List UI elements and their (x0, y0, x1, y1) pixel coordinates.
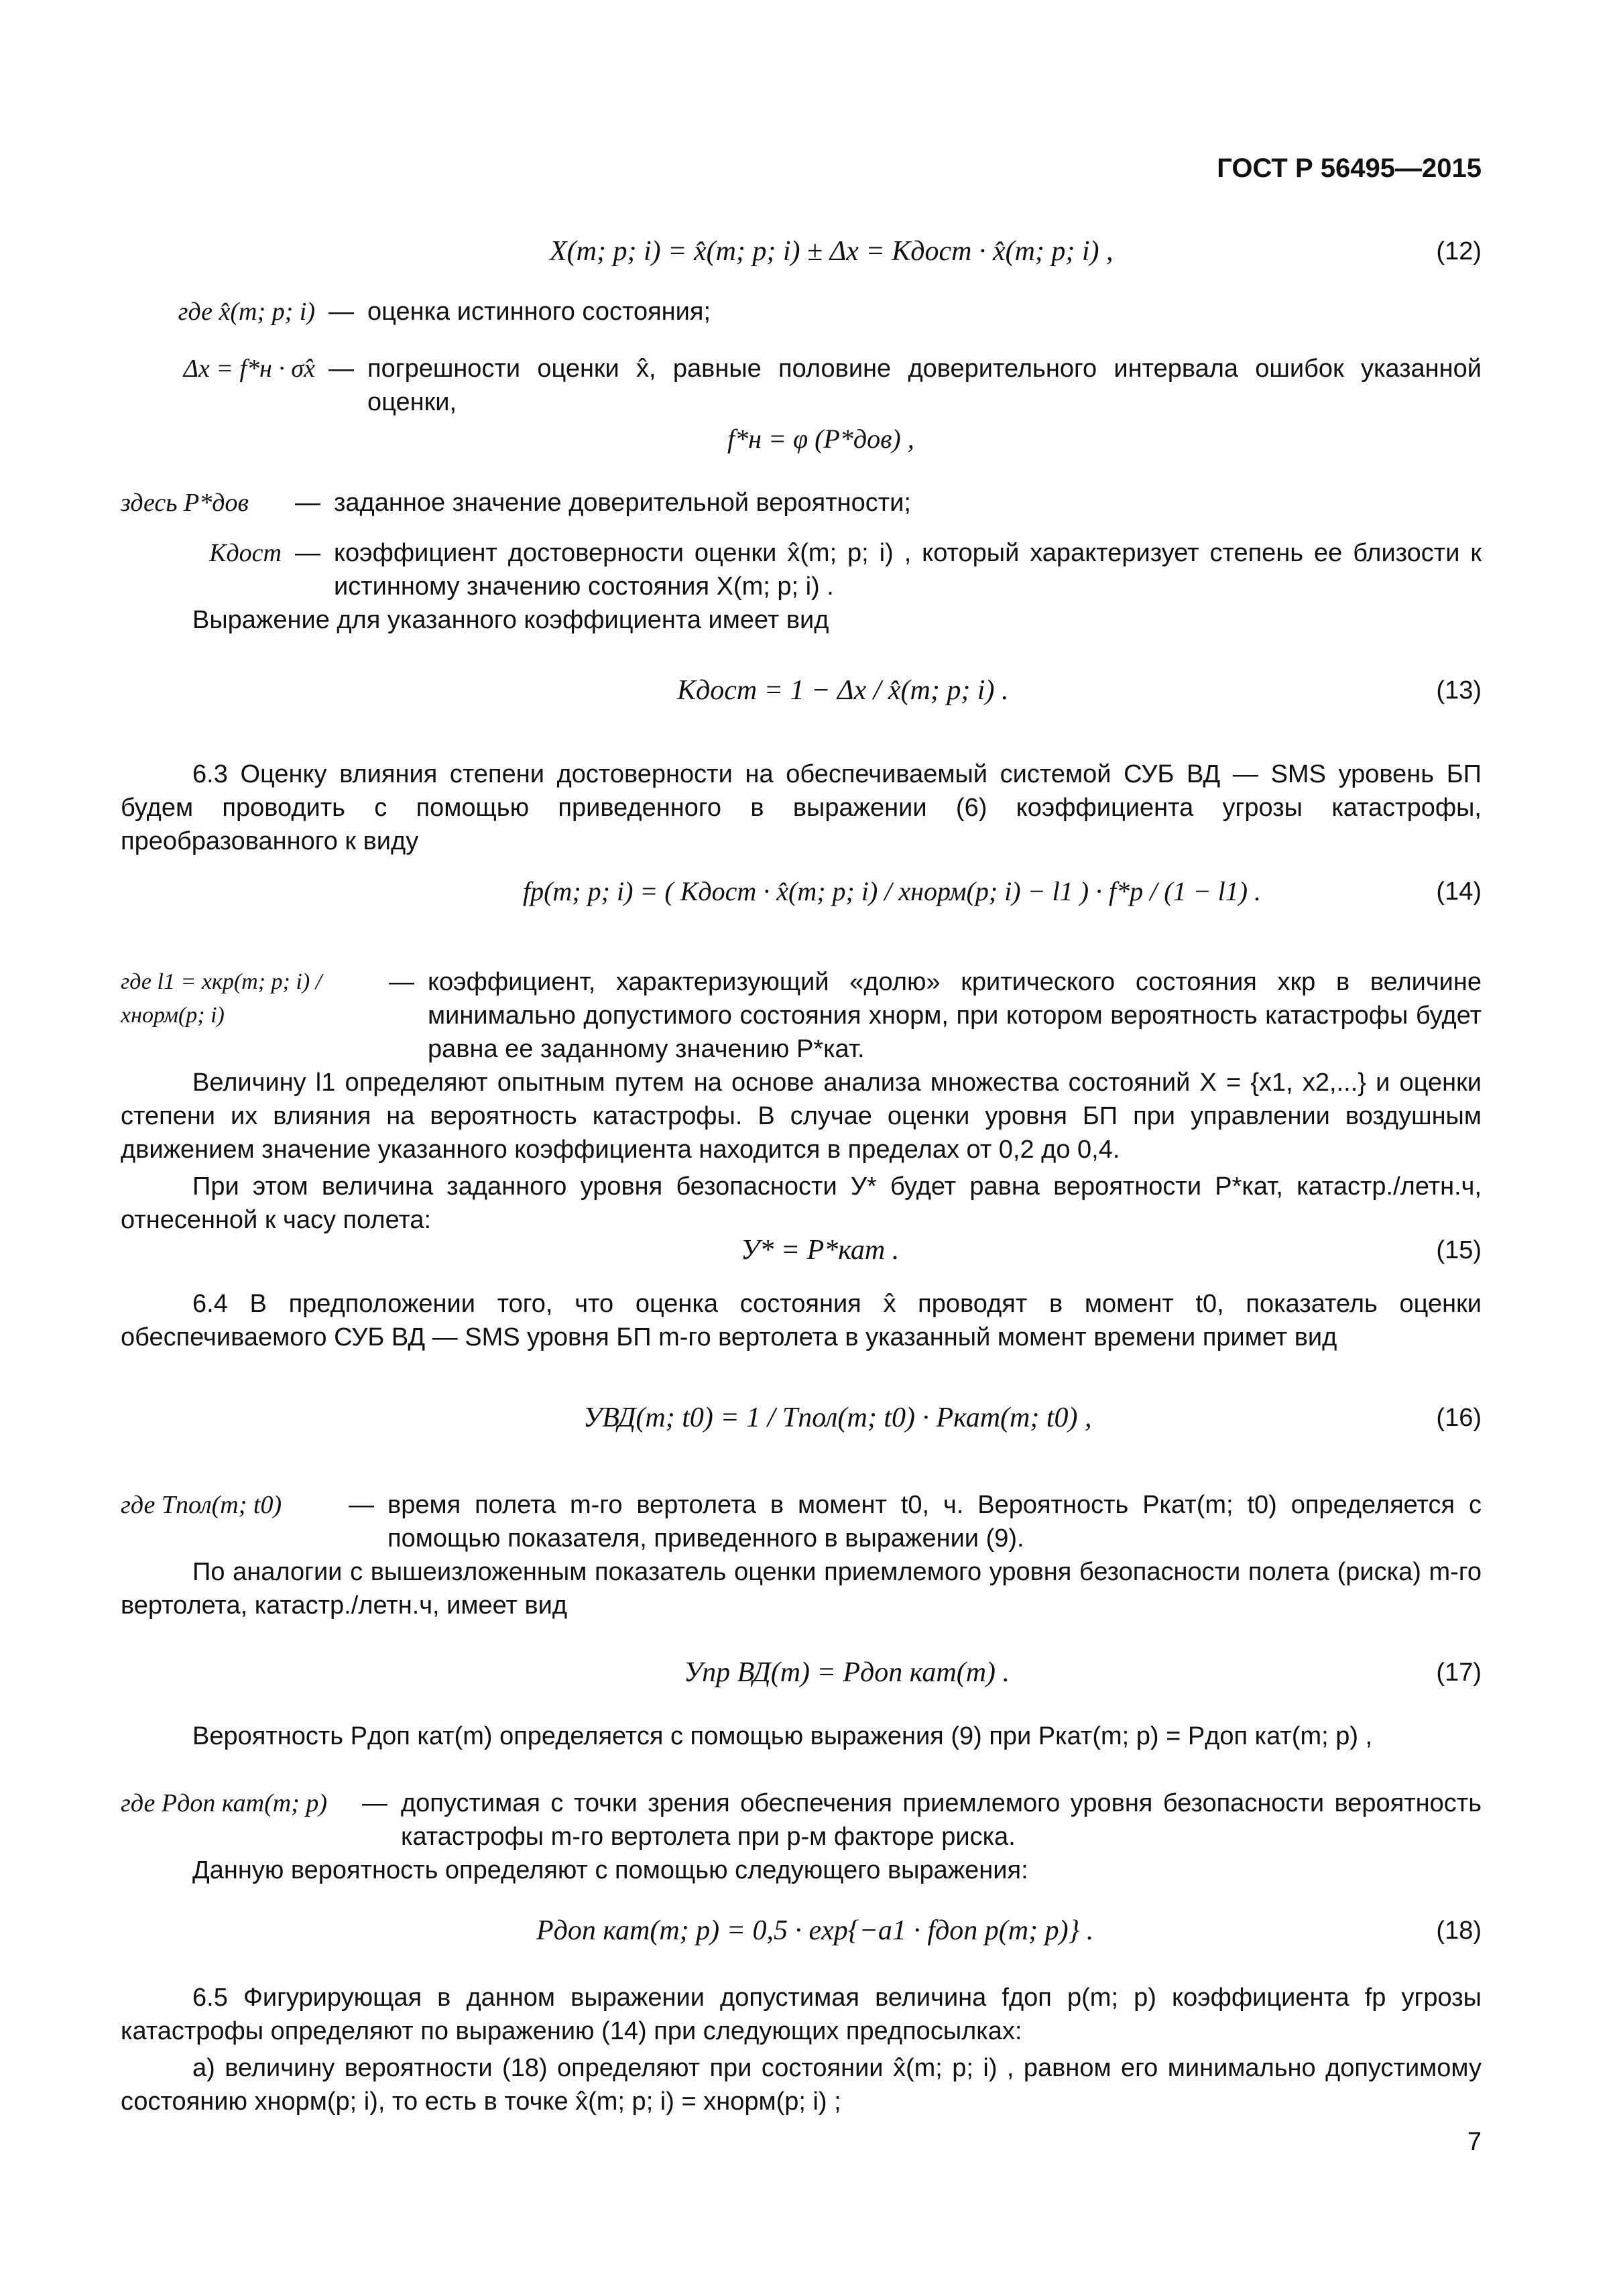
paragraph-text: 6.5 Фигурирующая в данном выражении допустимая величина fдоп р(m; p) коэффициента fр угрозы катастрофы определяют по выражению (14) при следующих предпосылках: (121, 1984, 1482, 2045)
definition-label: где Pдоп кат(m; p) (121, 1789, 327, 1817)
equation-16: УВД(m; t0) = 1 / Tпол(m; t0) · Pкат(m; t0) , (583, 1402, 1092, 1433)
definition-label: где l1 = xкр(m; p; i) / xнорм(p; i) (121, 969, 322, 1028)
paragraph-text: 6.3 Оценку влияния степени достоверности на обеспечиваемый системой СУБ ВД — SMS уровень БП будем проводить с помощью приведенного в выражении (6) коэффициента угрозы катастрофы, преобразованного к виду (121, 760, 1482, 855)
list-item-a (121, 2051, 1482, 2118)
equation-17-number: (17) (1436, 1658, 1482, 1687)
equation-18-number: (18) (1436, 1917, 1482, 1945)
definition-dash: — (328, 355, 354, 383)
paragraph-text: 6.4 В предположении того, что оценка состояния x̂ проводят в момент t0, показатель оценки обеспечиваемого СУБ ВД — SMS уровня БП m-го вертолета в указанный момент времени примет вид (121, 1290, 1482, 1351)
definition-text: коэффициент, характеризующий «долю» критического состояния xкр в величине минимально допустимого состояния xнорм, при котором вероятность катастрофы будет равна ее заданному значению P*кат. (428, 968, 1482, 1063)
paragraph-text: Выражение для указанного коэффициента имеет вид (192, 606, 829, 634)
section-6-5 (121, 1981, 1482, 2048)
paragraph-safety-level (121, 1170, 1482, 1237)
definition-dash: — (349, 1491, 374, 1519)
definition-dash: — (295, 539, 320, 567)
definition-dash: — (389, 968, 414, 996)
section-6-3 (121, 758, 1482, 858)
paragraph-probability (121, 1719, 1482, 1753)
definition-kdost (121, 536, 1482, 603)
equation-15: У* = P*кат . (741, 1235, 900, 1266)
equation-13: Kдост = 1 − Δx / x̂(m; p; i) . (677, 675, 1009, 706)
equation-18: Pдоп кат(m; p) = 0,5 · exp{−a1 · fдоп р(m; p)} . (536, 1915, 1094, 1946)
definition-dash: — (362, 1789, 387, 1817)
equation-14: fр(m; p; i) = ( Kдост · x̂(m; p; i) / xнорм(p; i) − l1 ) · f*р / (1 − l1) . (523, 876, 1262, 906)
definition-label: Kдост (209, 539, 282, 567)
equation-fn: f*н = φ (P*дов) , (727, 424, 914, 454)
definition-allowed-probability (121, 1787, 1482, 1854)
definition-text: оценка истинного состояния; (367, 298, 711, 326)
definition-l1 (121, 965, 1482, 1066)
paragraph-text: а) величину вероятности (18) определяют при состоянии x̂(m; p; i) , равном его минимально допустимому состоянию xнорм(p; i), то есть в точке x̂(m; p; i) = xнорм(p; i) ; (121, 2054, 1482, 2116)
definition-text: допустимая с точки зрения обеспечения приемлемого уровня безопасности вероятность катастрофы m-го вертолета при p-м факторе риска. (401, 1789, 1482, 1851)
paragraph-analogy (121, 1555, 1482, 1622)
definition-dash: — (328, 298, 354, 326)
definition-text: погрешности оценки x̂, равные половине доверительного интервала ошибок указанной оценки, (367, 355, 1482, 416)
equation-15-number: (15) (1436, 1236, 1482, 1264)
equation-16-number: (16) (1436, 1404, 1482, 1432)
paragraph-text: Вероятность Pдоп кат(m) определяется с помощью выражения (9) при Pкат(m; p) = Pдоп кат(m; p) , (192, 1722, 1373, 1750)
definition-text: коэффициент достоверности оценки x̂(m; p; i) , который характеризует степень ее близости к истинному значению состояния X(m; p; i) . (334, 539, 1482, 601)
definition-label: Δx = f*н · σ̂x (183, 355, 315, 383)
definition-error (121, 352, 1482, 419)
paragraph-given (121, 1854, 1482, 1887)
equation-12-number: (12) (1436, 237, 1482, 265)
paragraph-l1 (121, 1066, 1482, 1166)
definition-text: время полета m-го вертолета в момент t0, ч. Вероятность Pкат(m; t0) определяется с помощью показателя, приведенного в выражении (9). (387, 1491, 1482, 1553)
definition-confidence (121, 486, 1482, 520)
definition-label: здесь P*дов (121, 489, 249, 517)
paragraph-text: При этом величина заданного уровня безопасности У* будет равна вероятности P*кат, катастр./летн.ч, отнесенной к часу полета: (121, 1172, 1482, 1234)
paragraph-text: Величину l1 определяют опытным путем на основе анализа множества состояний X = {x1, x2,...} и оценки степени их влияния на вероятность катастрофы. В случае оценки уровня БП при управлении воздушным движением значение указанного коэффициента находится в пределах от 0,2 до 0,4. (121, 1069, 1482, 1164)
definition-text: заданное значение доверительной вероятности; (334, 489, 911, 517)
section-6-4 (121, 1287, 1482, 1354)
equation-13-number: (13) (1436, 676, 1482, 705)
definition-label: где Tпол(m; t0) (121, 1491, 282, 1519)
paragraph-expression (121, 603, 1482, 637)
definition-label: где x̂(m; p; i) (178, 298, 315, 326)
definition-estimate (121, 295, 1482, 328)
equation-17: Упр ВД(m) = Pдоп кат(m) . (684, 1657, 1010, 1688)
page-number: 7 (1467, 2128, 1482, 2156)
paragraph-text: По аналогии с вышеизложенным показатель оценки приемлемого уровня безопасности полета (риска) m-го вертолета, катастр./летн.ч, имеет вид (121, 1558, 1482, 1620)
standard-header: ГОСТ Р 56495—2015 (1217, 154, 1482, 183)
paragraph-text: Данную вероятность определяют с помощью следующего выражения: (192, 1856, 1028, 1884)
equation-12: X(m; p; i) = x̂(m; p; i) ± Δx = Kдост · x̂(m; p; i) , (550, 236, 1114, 267)
equation-14-number: (14) (1436, 878, 1482, 906)
definition-dash: — (295, 489, 320, 517)
definition-flight-time (121, 1488, 1482, 1555)
